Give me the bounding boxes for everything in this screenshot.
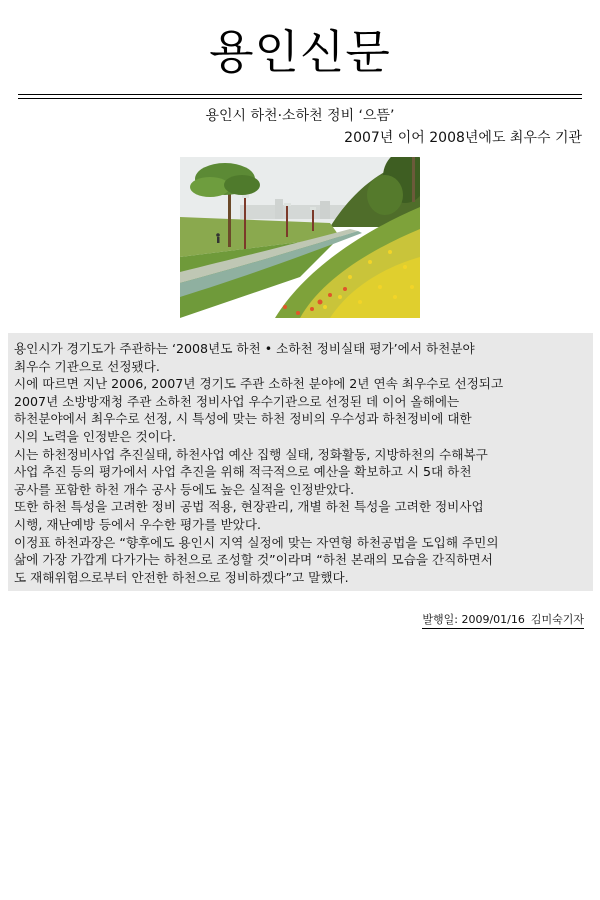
publish-date: 발행일: 2009/01/16 [422,613,525,626]
article-paragraph-line: 시의 노력을 인정받은 것이다. [14,428,176,444]
article-paragraph-line: 2007년 소방방재청 주관 소하천 정비사업 우수기관으로 선정된 데 이어 올해에는 [14,393,460,409]
article-paragraph-line: 하천분야에서 최우수로 선정, 시 특성에 맞는 하천 정비의 우수성과 하천정비에 대한 [14,411,472,427]
article-photo [180,157,420,318]
article-paragraph-line: 도 재해위험으로부터 안전한 하천으로 정비하겠다”고 말했다. [14,569,349,585]
article-paragraph-line: 공사를 포함한 하천 개수 공사 등에도 높은 실적을 인정받았다. [14,481,355,497]
article-paragraph-line: 사업 추진 등의 평가에서 사업 추진을 위해 적극적으로 예산을 확보하고 시 5대 하천 [14,464,472,480]
article-paragraph-line: 삶에 가장 가깝게 다가가는 하천으로 조성할 것”이라며 “하천 본래의 모습을 간직하면서 [14,552,493,568]
article-paragraph-line: 시행, 재난예방 등에서 우수한 평가를 받았다. [14,516,262,532]
article-paragraph-line: 시는 하천정비사업 추진실태, 하천사업 예산 집행 실태, 정화활동, 지방하천의 수해복구 [14,446,488,462]
masthead-divider-top [18,94,582,95]
newspaper-masthead: 용인신문 [209,25,391,79]
article-paragraph-line: 최우수 기관으로 선정됐다. [14,358,160,374]
article-subhead: 2007년 이어 2008년에도 최우수 기관 [344,130,582,146]
article-paragraph-line: 이정표 하천과장은 “향후에도 용인시 지역 실정에 맞는 자연형 하천공법을 도입해 주민의 [14,534,499,550]
masthead-divider-bottom [18,98,582,99]
article-paragraph-line: 시에 따르면 지난 2006, 2007년 경기도 주관 소하천 분야에 2년 연속 최우수로 선정되고 [14,376,504,392]
article-headline: 용인시 하천·소하천 정비 ‘으뜸’ [205,108,395,124]
article-paragraph-line: 또한 하천 특성을 고려한 정비 공법 적용, 현장관리, 개별 하천 특성을 고려한 정비사업 [14,499,484,515]
reporter-name: 김미숙기자 [530,613,584,626]
article-paragraph-line: 용인시가 경기도가 주관하는 ‘2008년도 하천 • 소하천 정비실태 평가’에서 하천분야 [14,341,475,356]
article-body [8,333,593,591]
article-byline [422,612,584,629]
